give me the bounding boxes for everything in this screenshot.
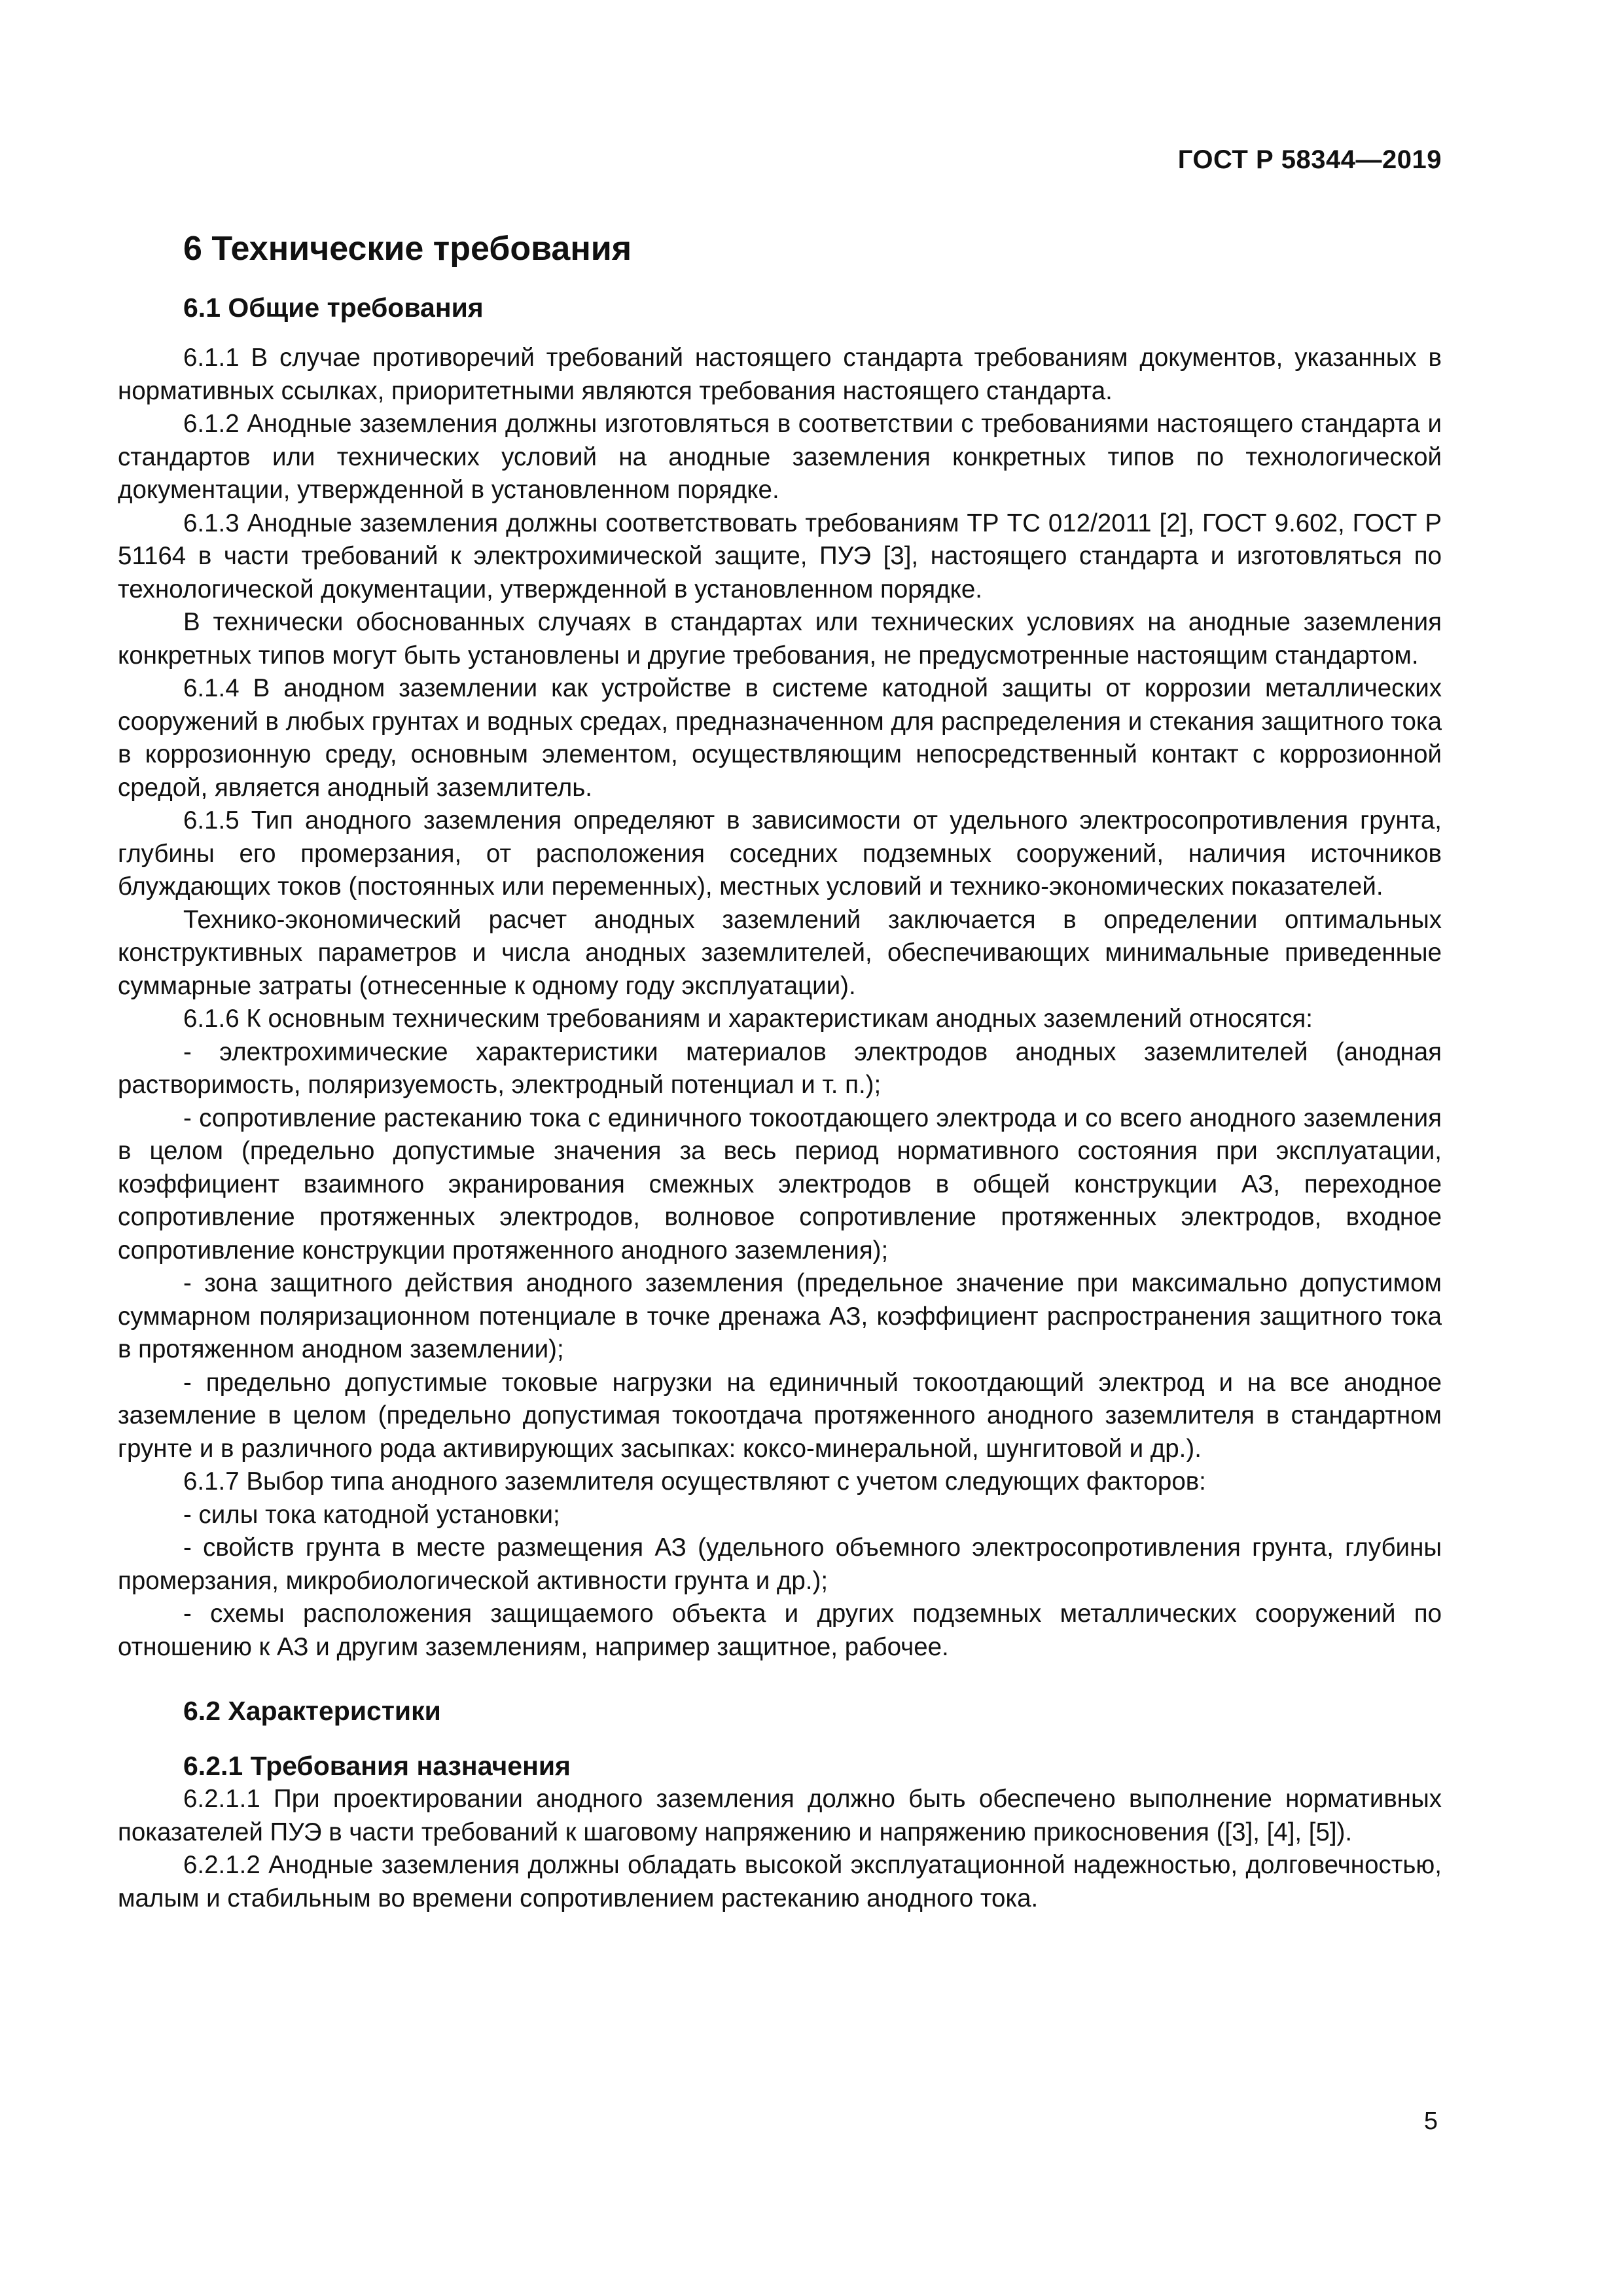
list-item-resistance: - сопротивление растеканию тока с единичного токоотдающего электрода и со всего анодного заземления в целом (предельно допустимые значения за весь период нормативного состояния при эксплуатации, коэффициент взаимного экранирования смежных электродов в общей конструкции АЗ, переходное сопротивление протяженных электродов, волновое сопротивление протяженных электродов, входное сопротивление конструкции протяженного анодного заземления); bbox=[118, 1103, 1442, 1265]
list-item-protection-zone: - зона защитного действия анодного заземления (предельное значение при максимально допустимом суммарном поляризационном потенциале в точке дренажа АЗ, коэффициент распространения защитного тока в протяженном анодном заземлении); bbox=[118, 1269, 1442, 1363]
list-item-electrochemical: - электрохимические характеристики материалов электродов анодных заземлителей (анодная растворимость, поляризуемость, электродный потенциал и т. п.); bbox=[118, 1037, 1442, 1099]
paragraph-6-1-1: 6.1.1 В случае противоречий требований настоящего стандарта требованиям документов, указанных в нормативных ссылках, приоритетными являются требования настоящего стандарта. bbox=[118, 344, 1442, 405]
subsection-title-6-2: 6.2 Характеристики bbox=[183, 1696, 441, 1726]
subsection-title-6-2-1: 6.2.1 Требования назначения bbox=[183, 1751, 571, 1781]
paragraph-6-1-5: 6.1.5 Тип анодного заземления определяют в зависимости от удельного электросопротивления грунта, глубины его промерзания, от расположения соседних подземных сооружений, наличия источников блуждающих токов (постоянных или переменных), местных условий и технико-экономических показателей. bbox=[118, 806, 1442, 901]
paragraph-6-1-4: 6.1.4 В анодном заземлении как устройстве в системе катодной защиты от коррозии металлических сооружений в любых грунтах и водных средах, предназначенном для распределения и стекания защитного тока в коррозионную среду, основным элементом, осуществляющим непосредственный контакт с коррозионной средой, является анодный заземлитель. bbox=[118, 674, 1442, 802]
list-item-current-loads: - предельно допустимые токовые нагрузки на единичный токоотдающий электрод и на все анодное заземление в целом (предельно допустимая токоотдача протяженного анодного заземлителя в стандартном грунте и в различного рода активирующих засыпках: коксо-минеральной, шунгитовой и др.). bbox=[118, 1368, 1442, 1463]
paragraph-6-1-3-note: В технически обоснованных случаях в стандартах или технических условиях на анодные заземления конкретных типов могут быть установлены и другие требования, не предусмотренные настоящим стандартом. bbox=[118, 608, 1442, 670]
list-item-current-strength: - силы тока катодной установки; bbox=[183, 1500, 560, 1529]
paragraph-6-2-1-1: 6.2.1.1 При проектировании анодного заземления должно быть обеспечено выполнение нормативных показателей ПУЭ в части требований к шаговому напряжению и напряжению прикосновения ([3], [4], [5]). bbox=[118, 1785, 1442, 1846]
paragraph-6-2-1-2: 6.2.1.2 Анодные заземления должны обладать высокой эксплуатационной надежностью, долговечностью, малым и стабильным во времени сопротивлением растеканию анодного тока. bbox=[118, 1851, 1442, 1912]
paragraph-6-1-7: 6.1.7 Выбор типа анодного заземлителя осуществляют с учетом следующих факторов: bbox=[183, 1467, 1206, 1496]
page-number: 5 bbox=[1423, 2108, 1438, 2135]
standard-code-header: ГОСТ Р 58344—2019 bbox=[1177, 145, 1442, 174]
paragraph-6-1-2: 6.1.2 Анодные заземления должны изготовляться в соответствии с требованиями настоящего стандарта и стандартов или технических условий на анодные заземления конкретных типов по технологической документации, утвержденной в установленном порядке. bbox=[118, 410, 1442, 504]
page-content bbox=[118, 223, 1442, 1915]
list-item-soil-properties: - свойств грунта в месте размещения АЗ (удельного объемного электросопротивления грунта, глубины промерзания, микробиологической активности грунта и др.); bbox=[118, 1534, 1442, 1595]
paragraph-6-1-3: 6.1.3 Анодные заземления должны соответствовать требованиям ТР ТС 012/2011 [2], ГОСТ 9.602, ГОСТ Р 51164 в части требований к электрохимической защите, ПУЭ [3], настоящего стандарта и изготовляться по технологической документации, утвержденной в установленном порядке. bbox=[118, 509, 1442, 603]
list-item-layout-scheme: - схемы расположения защищаемого объекта и других подземных металлических сооружений по отношению к АЗ и другим заземлениям, например защитное, рабочее. bbox=[118, 1600, 1442, 1661]
section-title: 6 Технические требования bbox=[183, 230, 632, 268]
paragraph-6-1-6: 6.1.6 К основным техническим требованиям и характеристикам анодных заземлений относятся: bbox=[183, 1005, 1313, 1033]
subsection-title-6-1: 6.1 Общие требования bbox=[183, 293, 484, 323]
paragraph-6-1-5-calc: Технико-экономический расчет анодных заземлений заключается в определении оптимальных конструктивных параметров и числа анодных заземлителей, обеспечивающих минимальные приведенные суммарные затраты (отнесенные к одному году эксплуатации). bbox=[118, 905, 1442, 1000]
